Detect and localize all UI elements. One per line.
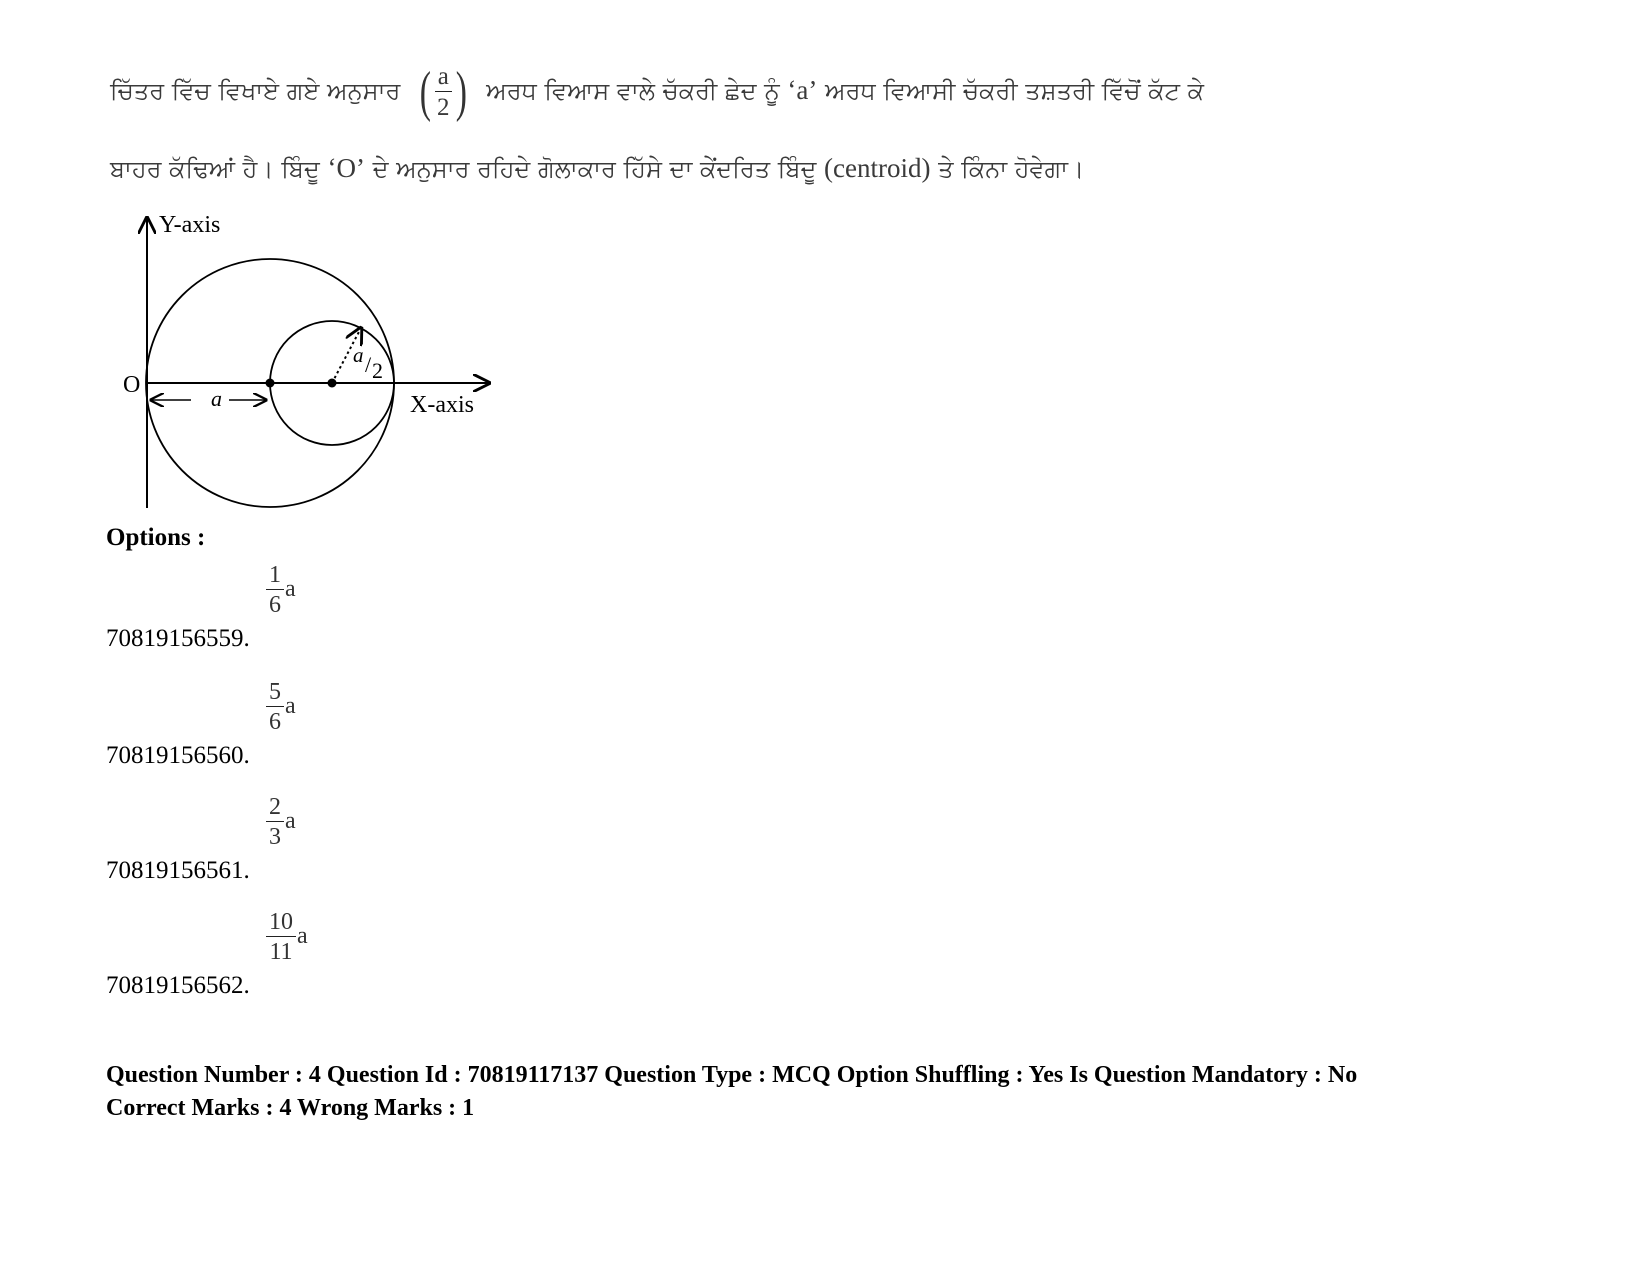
circle-diagram [113, 212, 493, 512]
option-value [266, 680, 296, 734]
option-denominator: 11 [269, 939, 293, 965]
y-axis-label: Y-axis [159, 212, 221, 238]
x-axis-label: X-axis [410, 392, 474, 418]
option-denominator: 3 [269, 824, 281, 850]
option-variable: a [285, 807, 296, 834]
option-numerator: 5 [266, 680, 284, 707]
question-text-1b: ਅਰਧ ਵਿਆਸ ਵਾਲੇ ਚੱਕਰੀ ਛੇਦ ਨੂੰ [486, 77, 780, 105]
radius-slash: / [365, 352, 372, 377]
option-4[interactable] [106, 910, 706, 1000]
option-id: 70819156560. [106, 742, 250, 769]
question-quote-a: ‘a’ [787, 75, 818, 105]
origin-label: O [123, 372, 141, 398]
radius-fraction-numerator: a [435, 64, 452, 92]
option-value [266, 910, 308, 964]
options-label: Options : [106, 524, 206, 551]
question-meta-line-2: Correct Marks : 4 Wrong Marks : 1 [106, 1095, 475, 1121]
option-variable: a [285, 575, 296, 602]
option-numerator: 2 [266, 795, 284, 822]
question-quote-o: ‘O’ [327, 153, 365, 183]
question-text-1a: ਚਿੱਤਰ ਵਿੱਚ ਵਿਖਾਏ ਗਏ ਅਨੁਸਾਰ [110, 77, 401, 105]
option-id: 70819156559. [106, 625, 250, 652]
radius-fraction: ( $\frac{a}{2}$ ) [419, 61, 467, 123]
option-value [266, 795, 296, 849]
option-denominator: 6 [269, 592, 281, 618]
question-text-2a: ਬਾਹਰ ਕੱਢਿਆਂ ਹੈ। ਬਿੰਦੂ [110, 155, 320, 183]
option-id: 70819156561. [106, 857, 250, 884]
radius-fraction-denominator: 2 [437, 94, 450, 121]
question-line-2 [110, 153, 1084, 184]
question-text-2b: ਦੇ ਅਨੁਸਾਰ ਰਹਿਦੇ ਗੋਲਾਕਾਰ ਹਿੱਸੇ ਦਾ ਕੇਂਦਰਿਤ ਬਿੰਦੂ [372, 155, 817, 183]
option-numerator: 10 [266, 910, 296, 937]
option-3[interactable] [106, 795, 706, 885]
question-centroid-term: (centroid) [824, 153, 931, 183]
question-line-1 [110, 61, 1204, 123]
option-id: 70819156562. [106, 972, 250, 999]
question-text-2c: ਤੇ ਕਿੰਨਾ ਹੋਵੇਗਾ। [938, 155, 1085, 183]
option-variable: a [297, 922, 308, 949]
option-2[interactable] [106, 680, 706, 770]
option-denominator: 6 [269, 709, 281, 735]
radius-numerator: a [353, 343, 364, 367]
option-numerator: 1 [266, 563, 284, 590]
question-text-1c: ਅਰਧ ਵਿਆਸੀ ਚੱਕਰੀ ਤਸ਼ਤਰੀ ਵਿੱਚੋਂ ਕੱਟ ਕੇ [825, 77, 1204, 105]
option-1[interactable] [106, 563, 706, 653]
question-meta-line-1: Question Number : 4 Question Id : 70819117137 Question Type : MCQ Option Shuffling : Yes Is Question Mandatory : No [106, 1062, 1358, 1088]
radius-denominator: 2 [372, 358, 383, 383]
distance-label: a [211, 386, 222, 411]
option-variable: a [285, 692, 296, 719]
disc-center-point [266, 379, 275, 388]
option-value [266, 563, 296, 617]
